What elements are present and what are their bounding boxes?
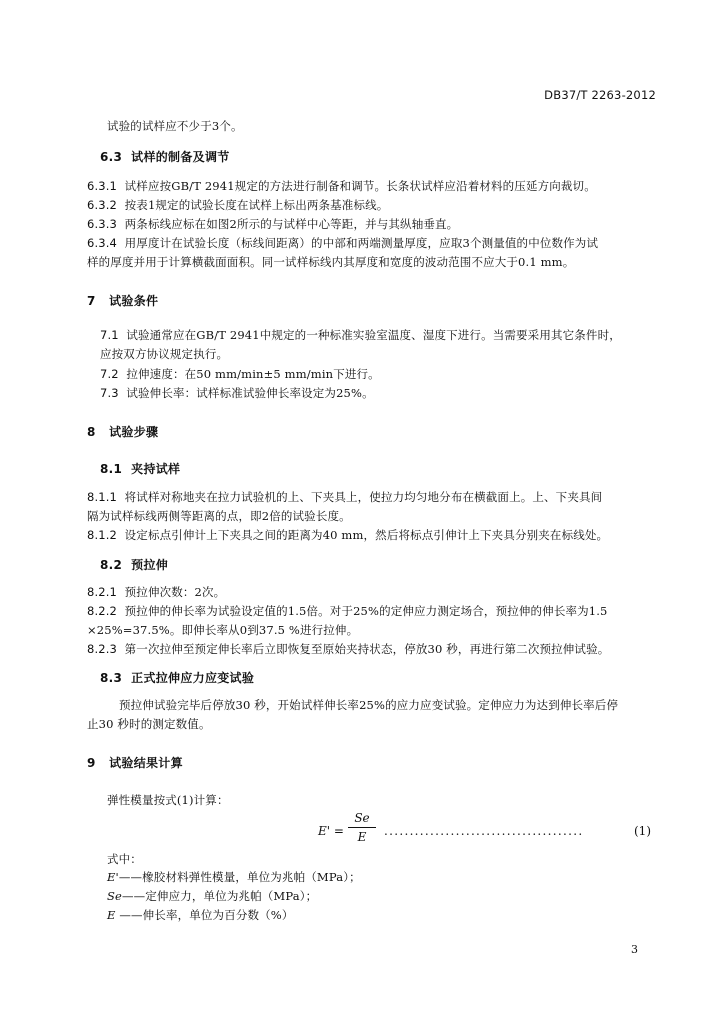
clause-text-line-1: 用厚度计在试验长度（标线间距离）的中部和两端测量厚度，应取3个测量值的中位数作为试: [124, 236, 599, 250]
clause-6-3-4: [87, 235, 598, 251]
section-title: 夹持试样: [131, 462, 181, 476]
section-title: 试验条件: [109, 294, 159, 308]
section-9-heading: [87, 754, 183, 771]
where-item-se: [107, 888, 317, 904]
clause-8-1-2: [87, 527, 608, 543]
where-description: ——橡胶材料弹性模量，单位为兆帕（MPa）；: [118, 870, 361, 884]
document-code-header: DB37/T 2263-2012: [544, 88, 656, 102]
formula-intro: 弹性模量按式(1)计算：: [107, 793, 229, 807]
where-description: ——伸长率，单位为百分数（%）: [115, 908, 294, 922]
page-number: 3: [631, 943, 638, 956]
clause-6-3-2: [87, 197, 388, 213]
continuation-paragraph: 试验的试样应不少于3个。: [107, 119, 243, 133]
section-8-1-heading: [100, 460, 180, 477]
symbol-e-prime: E': [318, 824, 331, 838]
clause-text: 两条标线应标在如图2所示的与试样中心等距，并与其纵轴垂直。: [124, 217, 459, 231]
equals-sign: =: [333, 824, 344, 838]
clause-8-1-1: [87, 489, 602, 505]
clause-number: 8.1.2: [87, 528, 118, 542]
clause-text: 拉伸速度：在50 mm/min±5 mm/min下进行。: [126, 367, 380, 381]
section-number: 7: [87, 294, 96, 308]
clause-number: 8.2.2: [87, 604, 118, 618]
where-symbol: Se: [107, 889, 122, 903]
clause-number: 8.2.3: [87, 642, 118, 656]
section-title: 预拉伸: [131, 558, 169, 572]
section-title: 正式拉伸应力应变试验: [131, 671, 255, 685]
clause-text: 第一次拉伸至预定伸长率后立即恢复至原始夹持状态，停放30 秒，再进行第二次预拉伸试验。: [124, 642, 610, 656]
fraction-denominator: E: [357, 830, 367, 844]
where-description: ——定伸应力，单位为兆帕（MPa）；: [121, 889, 318, 903]
clause-number: 7.3: [100, 386, 119, 400]
clause-8-2-2-continued: ×25%=37.5%。即伸长率从0到37.5 %进行拉伸。: [87, 623, 359, 637]
where-intro: 式中：: [107, 852, 142, 866]
clause-text: 设定标点引伸计上下夹具之间的距离为40 mm，然后将标点引伸计上下夹具分别夹在标线处。: [124, 528, 609, 542]
clause-number: 8.1.1: [87, 490, 118, 504]
section-8-3-paragraph: 预拉伸试验完毕后停放30 秒，开始试样伸长率25%的应力应变试验。定伸应力为达到伸长率后停: [119, 698, 619, 712]
where-item-e: [107, 907, 294, 923]
clause-number: 6.3.2: [87, 198, 118, 212]
section-number: 6.3: [100, 150, 123, 164]
section-8-heading: [87, 423, 158, 440]
section-8-2-heading: [100, 556, 168, 573]
clause-number: 8.2.1: [87, 585, 118, 599]
clause-number: 6.3.4: [87, 236, 118, 250]
section-7-heading: [87, 292, 158, 309]
clause-6-3-1: [87, 178, 596, 194]
section-8-3-heading: [100, 669, 254, 686]
where-symbol: E: [107, 908, 116, 922]
clause-text: 试样应按GB/T 2941规定的方法进行制备和调节。长条状试样应沿着材料的压延方向裁切。: [124, 179, 596, 193]
clause-8-2-1: [87, 584, 225, 600]
clause-number: 6.3.3: [87, 217, 118, 231]
clause-8-2-2: [87, 603, 608, 619]
leader-dots: .......................................: [384, 824, 584, 838]
where-item-e-prime: [107, 869, 361, 885]
clause-text: 按表1规定的试验长度在试样上标出两条基准标线。: [124, 198, 389, 212]
fraction-numerator: Se: [354, 811, 370, 825]
where-symbol: E': [107, 870, 119, 884]
section-title: 试样的制备及调节: [131, 150, 230, 164]
section-number: 8.2: [100, 558, 123, 572]
clause-number: 7.2: [100, 367, 119, 381]
clause-text: 预拉伸次数：2次。: [124, 585, 226, 599]
fraction: [348, 811, 376, 844]
section-number: 8.3: [100, 671, 123, 685]
clause-6-3-4-continued: 样的厚度并用于计算横截面面积。同一试样标线内其厚度和宽度的波动范围不应大于0.1 mm。: [87, 255, 575, 269]
clause-text-line-1: 将试样对称地夹在拉力试验机的上、下夹具上，使拉力均匀地分布在横截面上。上、下夹具间: [124, 490, 603, 504]
section-6-3-heading: [100, 148, 230, 165]
clause-7-1: [100, 327, 621, 343]
section-number: 9: [87, 756, 96, 770]
section-title: 试验步骤: [109, 425, 159, 439]
equation-number: (1): [634, 824, 651, 838]
section-number: 8: [87, 425, 96, 439]
fraction-bar: [348, 827, 376, 828]
clause-number: 7.1: [100, 328, 119, 342]
clause-text-line-1: 预拉伸的伸长率为试验设定值的1.5倍。对于25%的定伸应力测定场合，预拉伸的伸长率为1.5: [124, 604, 608, 618]
clause-text: 试验伸长率：试样标准试验伸长率设定为25%。: [126, 386, 374, 400]
clause-number: 6.3.1: [87, 179, 118, 193]
section-8-3-paragraph-continued: 止30 秒时的测定数值。: [87, 717, 211, 731]
section-number: 8.1: [100, 462, 123, 476]
equation-lhs: [318, 824, 344, 838]
clause-6-3-3: [87, 216, 458, 232]
clause-text-line-1: 试验通常应在GB/T 2941中规定的一种标准实验室温度、湿度下进行。当需要采用其它条件时，: [126, 328, 621, 342]
clause-7-1-continued: 应按双方协议规定执行。: [100, 347, 229, 361]
clause-8-2-3: [87, 641, 609, 657]
clause-7-2: [100, 366, 380, 382]
clause-8-1-1-continued: 隔为试样标线两侧等距离的点，即2倍的试验长度。: [87, 509, 351, 523]
section-title: 试验结果计算: [109, 756, 183, 770]
clause-7-3: [100, 385, 374, 401]
